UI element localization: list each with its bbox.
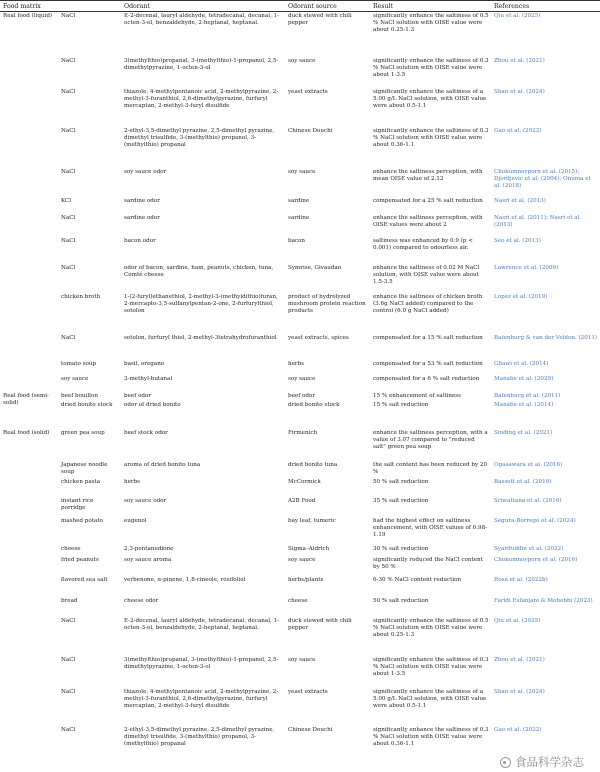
cell-source: duck stewed with chili pepper	[288, 13, 352, 26]
cell-source: soy sauce	[288, 557, 316, 563]
reference-link[interactable]: Ghawi et al. (2014)	[494, 361, 549, 367]
cell-salt: beef bouillon	[61, 393, 98, 399]
cell-result: significantly enhance the saltiness of a 5.00 g/L NaCl solution, with OISE value were about 0.5-1.1	[373, 89, 487, 109]
cell-salt: NaCl	[61, 727, 76, 733]
cell-result: the salt content has been reduced by 20 %	[373, 462, 488, 475]
cell-salt: NaCl	[61, 215, 76, 221]
reference-link[interactable]: Nasri et al. (2013)	[494, 198, 546, 204]
cell-odorant: 3(methylthio)propanal, 3-(methylthio)-1-propanol, 2,5-dimethylpyrazine, 1-octen-3-ol	[124, 58, 279, 71]
cell-salt: bread	[61, 598, 78, 604]
cell-source: soy sauce	[288, 657, 316, 663]
cell-source: bacon	[288, 238, 306, 244]
cell-odorant: thiazole, 4-methylpentanoic acid, 2-methylpyrazine, 2-methyl-3-furanthiol, 2,6-dimethylpyrazine, furfuryl mercaptan, 2-methyl-3-furyl disulfide	[124, 89, 279, 109]
cell-result: 35 % salt reduction	[373, 498, 429, 504]
cell-result: had the highest effect on saltiness enhancement, with OISE values of 0.98-1.19	[373, 518, 488, 538]
cell-salt: dried bonito stock	[61, 402, 113, 408]
cell-source: Chinese Douchi	[288, 128, 333, 134]
watermark	[498, 754, 586, 770]
cell-odorant: E-2-decenal, lauryl aldehyde, tetradecanal, decanal, 1-octen-3-ol, benzaldehyde, 2-heptanal, heptanal.	[124, 618, 280, 631]
cell-result: significantly enhance the saltiness of a 5.00 g/L NaCl solution, with OISE value were about 0.5-1.1	[373, 689, 487, 709]
cell-result: significantly reduced the NaCl content by 50 %	[373, 557, 483, 570]
cell-salt: green pea soup	[61, 430, 105, 436]
cell-source: yeast extracts	[288, 89, 328, 95]
cell-source: bay leaf, tumeric	[288, 518, 336, 524]
cell-salt: NaCl	[61, 335, 76, 341]
reference-link[interactable]: Nasri et al. (2011); Nasri et al. (2013)	[494, 215, 582, 228]
cell-odorant: soy sauce aroma	[124, 557, 172, 563]
cell-source: Sigma–Aldrich	[288, 546, 330, 552]
reference-link[interactable]: Batenburg & van der Velden. (2011)	[494, 335, 598, 341]
cell-odorant: soy sauce odor	[124, 498, 167, 504]
cell-odorant: 2,3-pentanedione	[124, 546, 174, 552]
cell-food: Real food (solid)	[3, 430, 50, 436]
cell-odorant: 3-methyl-butanal	[124, 376, 173, 382]
cell-source: cheese	[288, 598, 308, 604]
cell-odorant: cheese odor	[124, 598, 159, 604]
reference-link[interactable]: Shan et al. (2024)	[494, 89, 545, 95]
cell-source: dried bonito stock	[288, 402, 340, 408]
reference-link[interactable]: Sinding et al. (2021)	[494, 430, 553, 436]
cell-salt: soy sauce	[61, 376, 89, 382]
cell-result: 6-30 % NaCl content reduction	[373, 577, 462, 583]
reference-link[interactable]: Lopez et al. (2019)	[494, 294, 548, 300]
cell-salt: NaCl	[61, 265, 76, 271]
cell-salt: tomato soup	[61, 361, 97, 367]
cell-source: A2B Food	[288, 498, 316, 504]
cell-salt: NaCl	[61, 169, 76, 175]
cell-odorant: eugenol	[124, 518, 147, 524]
cell-result: significantly enhance the saltiness of 0.3 % NaCl solution with OISE value were about 1-3.5	[373, 657, 489, 677]
reference-link[interactable]: Sriwattana et al. (2016)	[494, 498, 562, 504]
cell-salt: NaCl	[61, 238, 76, 244]
reference-link[interactable]: Manabe et al. (2014)	[494, 402, 554, 408]
cell-odorant: 2-ethyl-3,5-dimethyl pyrazine, 2,5-dimethyl pyrazine, dimethyl trisulfide, 3-(methylthio) propanol, 3-(methylthio) propanal	[124, 128, 275, 148]
watermark-text: 食品科学杂志	[515, 755, 584, 769]
cell-source: dried bonito tuna	[288, 462, 338, 468]
cell-odorant: sardine odor	[124, 198, 160, 204]
cell-salt: instant rice porridge	[61, 498, 94, 511]
cell-odorant: beef stock odor	[124, 430, 168, 436]
cell-source: McCormick	[288, 479, 321, 485]
cell-source: sardine	[288, 198, 310, 204]
cell-salt: fried peanuts	[61, 557, 99, 563]
cell-salt: mashed potato	[61, 518, 103, 524]
cell-result: enhance the saltiness of 0.02 M NaCl solution, with OISE value were about 1.5-3.5	[373, 265, 480, 285]
cell-source: herbs/plants	[288, 577, 324, 583]
reference-link[interactable]: Faridi Esfanjani & Mohebbi (2023)	[494, 598, 593, 604]
cell-odorant: odor of dried bonito	[124, 402, 181, 408]
reference-link[interactable]: Manabe et al. (2020)	[494, 376, 554, 382]
cell-result: saltiness was enhanced by 0.9 (p < 0.001) compared to odourless air.	[373, 238, 473, 251]
cell-odorant: sotolon, furfuryl thiol, 2-methyl-3tetrahydrofuranthiol	[124, 335, 277, 341]
cell-result: significantly enhance the saltiness of 0.5 % NaCl solution with OISE value were about 0.25-1.3	[373, 618, 489, 638]
reference-link[interactable]: Segura-Borrego et al. (2024)	[494, 518, 576, 524]
cell-salt: NaCl	[61, 128, 76, 134]
cell-result: enhance the saltiness perception, with mean OISE value of 2.12	[373, 169, 483, 182]
cell-source: yeast extracts	[288, 689, 328, 695]
header-odorant-source: Odorant source	[288, 3, 337, 10]
cell-result: significantly enhance the saltiness of 0.3 % NaCl solution with OISE value were about 0.36-1.1	[373, 727, 489, 747]
cell-source: soy sauce	[288, 169, 316, 175]
cell-result: 50 % salt reduction	[373, 598, 429, 604]
cell-source: soy sauce	[288, 58, 316, 64]
cell-source: yeast extracts, spices	[288, 335, 349, 341]
cell-salt: KCl	[61, 198, 72, 204]
cell-odorant: verbenone, α-pinene, 1,8-cineole, rosifoliol	[124, 577, 246, 583]
cell-salt: NaCl	[61, 618, 76, 624]
cell-source: product of hydrolyzed mushroom protein reaction products	[288, 294, 366, 314]
cell-result: significantly enhance the saltiness of 0.3 % NaCl solution with OISE value were about 0.36-1.1	[373, 128, 489, 148]
cell-result: compensated for a 15 % salt reduction	[373, 335, 483, 341]
cell-result: enhance the saltiness perception, with OISE values were about 2	[373, 215, 483, 228]
cell-result: compensated for a 6 % salt reduction	[373, 376, 480, 382]
cell-odorant: thiazole, 4-methylpentanoic acid, 2-methylpyrazine, 2-methyl-3-furanthiol, 2,6-dimethylpyrazine, furfuryl mercaptan, 2-methyl-3-furyl disulfide	[124, 689, 279, 709]
cell-odorant: herbs	[124, 479, 141, 485]
cell-salt: NaCl	[61, 657, 76, 663]
reference-link[interactable]: Rosa et al. (2022b)	[494, 577, 548, 583]
cell-result: enhance the saltiness perception, with a value of 3.07 compared to "reduced salt" green pea soup	[373, 430, 488, 450]
cell-salt: NaCl	[61, 689, 76, 695]
cell-salt: cheese	[61, 546, 81, 552]
cell-source: duck stewed with chili pepper	[288, 618, 352, 631]
cell-odorant: odor of bacon, sardine, ham, peanuts, chicken, tuna, Comté cheese	[124, 265, 274, 278]
cell-salt: NaCl	[61, 58, 76, 64]
cell-result: significantly enhance the saltiness of 0.5 % NaCl solution with OISE value were about 0.25-1.3	[373, 13, 489, 33]
cell-result: 30 % salt reduction	[373, 546, 429, 552]
reference-link[interactable]: Zhou et al. (2021)	[494, 657, 545, 663]
cell-result: 15 % salt reduction	[373, 402, 429, 408]
header-result: Result	[373, 3, 393, 10]
cell-odorant: beef odor	[124, 393, 152, 399]
wechat-icon	[500, 757, 511, 768]
cell-source: beef odor	[288, 393, 316, 399]
cell-food: Real food (liquid)	[3, 13, 53, 19]
table-top-rule	[0, 0, 600, 1]
cell-salt: Japanese noodle soup	[61, 462, 108, 475]
reference-link[interactable]: Batenburg et al. (2011)	[494, 393, 561, 399]
cell-result: compensated for a 25 % salt reduction	[373, 198, 483, 204]
cell-odorant: basil, oregano	[124, 361, 165, 367]
cell-source: sardine	[288, 215, 310, 221]
cell-salt: NaCl	[61, 13, 76, 19]
reference-link[interactable]: Ogasawara et al. (2016)	[494, 462, 563, 468]
reference-link[interactable]: Syarifuddin et al. (2022)	[494, 546, 564, 552]
cell-odorant: soy sauce odor	[124, 169, 167, 175]
reference-link[interactable]: Gao et al. (2022)	[494, 128, 542, 134]
header-food-matrix: Food matrix	[3, 3, 41, 10]
reference-link[interactable]: Bassett et al. (2019)	[494, 479, 552, 485]
cell-odorant: aroma of dried bonito tuna	[124, 462, 201, 468]
header-references: References	[494, 3, 530, 10]
cell-source: Firmenich	[288, 430, 318, 436]
cell-source: herbs	[288, 361, 305, 367]
cell-odorant: 3(methylthio)propanal, 3-(methylthio)-1-propanol, 2,5-dimethylpyrazine, 1-octen-3-ol	[124, 657, 279, 670]
reference-link[interactable]: Lawrence et al. (2009)	[494, 265, 559, 271]
cell-odorant: bacon odor	[124, 238, 156, 244]
cell-odorant: 1-(2-furyl)ethanethiol, 2-methyl-3-(methyldithio)furan, 2-mercapto-3,5-sulfanylpentan-2-one, 2-furfurylthiol, sotolon	[124, 294, 278, 314]
cell-salt: flavored sea salt	[61, 577, 108, 583]
reference-link[interactable]: Chokumnoyporn et al. (2016)	[494, 557, 578, 563]
reference-link[interactable]: Qiu et al. (2025)	[494, 618, 541, 624]
cell-source: Symrise, Givaudan	[288, 265, 342, 271]
reference-link[interactable]: Zhou et al. (2021)	[494, 58, 545, 64]
cell-odorant: sardine odor	[124, 215, 160, 221]
table-header-rule	[0, 11, 600, 12]
cell-result: compensated for a 53 % salt reduction	[373, 361, 483, 367]
reference-link[interactable]: Seo et al. (2013)	[494, 238, 541, 244]
cell-source: Chinese Douchi	[288, 727, 333, 733]
reference-link[interactable]: Gao et al. (2022)	[494, 727, 542, 733]
cell-food: Real food (semi-solid)	[3, 393, 49, 406]
cell-odorant: 2-ethyl-3,5-dimethyl pyrazine, 2,5-dimethyl pyrazine, dimethyl trisulfide, 3-(methylthio) propanol, 3-(methylthio) propanal	[124, 727, 275, 747]
reference-link[interactable]: Qiu et al. (2025)	[494, 13, 541, 19]
cell-salt: chicken broth	[61, 294, 101, 300]
reference-link[interactable]: Shan et al. (2024)	[494, 689, 545, 695]
cell-result: 15 % enhancement of saltiness	[373, 393, 462, 399]
cell-result: significantly enhance the saltiness of 0.3 % NaCl solution with OISE value were about 1-3.5	[373, 58, 489, 78]
header-odorant: Odorant	[124, 3, 150, 10]
cell-salt: NaCl	[61, 89, 76, 95]
cell-salt: chicken pasta	[61, 479, 101, 485]
reference-link[interactable]: Chokumnoyporn et al. (2015); Djordjevic et al. (2004); Onuma et al. (2018)	[494, 169, 591, 189]
cell-odorant: E-2-decenal, lauryl aldehyde, tetradecanal, decanal, 1-octen-3-ol, benzaldehyde, 2-heptanal, heptanal.	[124, 13, 280, 26]
cell-result: enhance the saltiness of chicken broth (3.6g NaCl added) compared to the control (6.0 g NaCl added)	[373, 294, 483, 314]
cell-result: 50 % salt reduction	[373, 479, 429, 485]
cell-source: soy sauce	[288, 376, 316, 382]
